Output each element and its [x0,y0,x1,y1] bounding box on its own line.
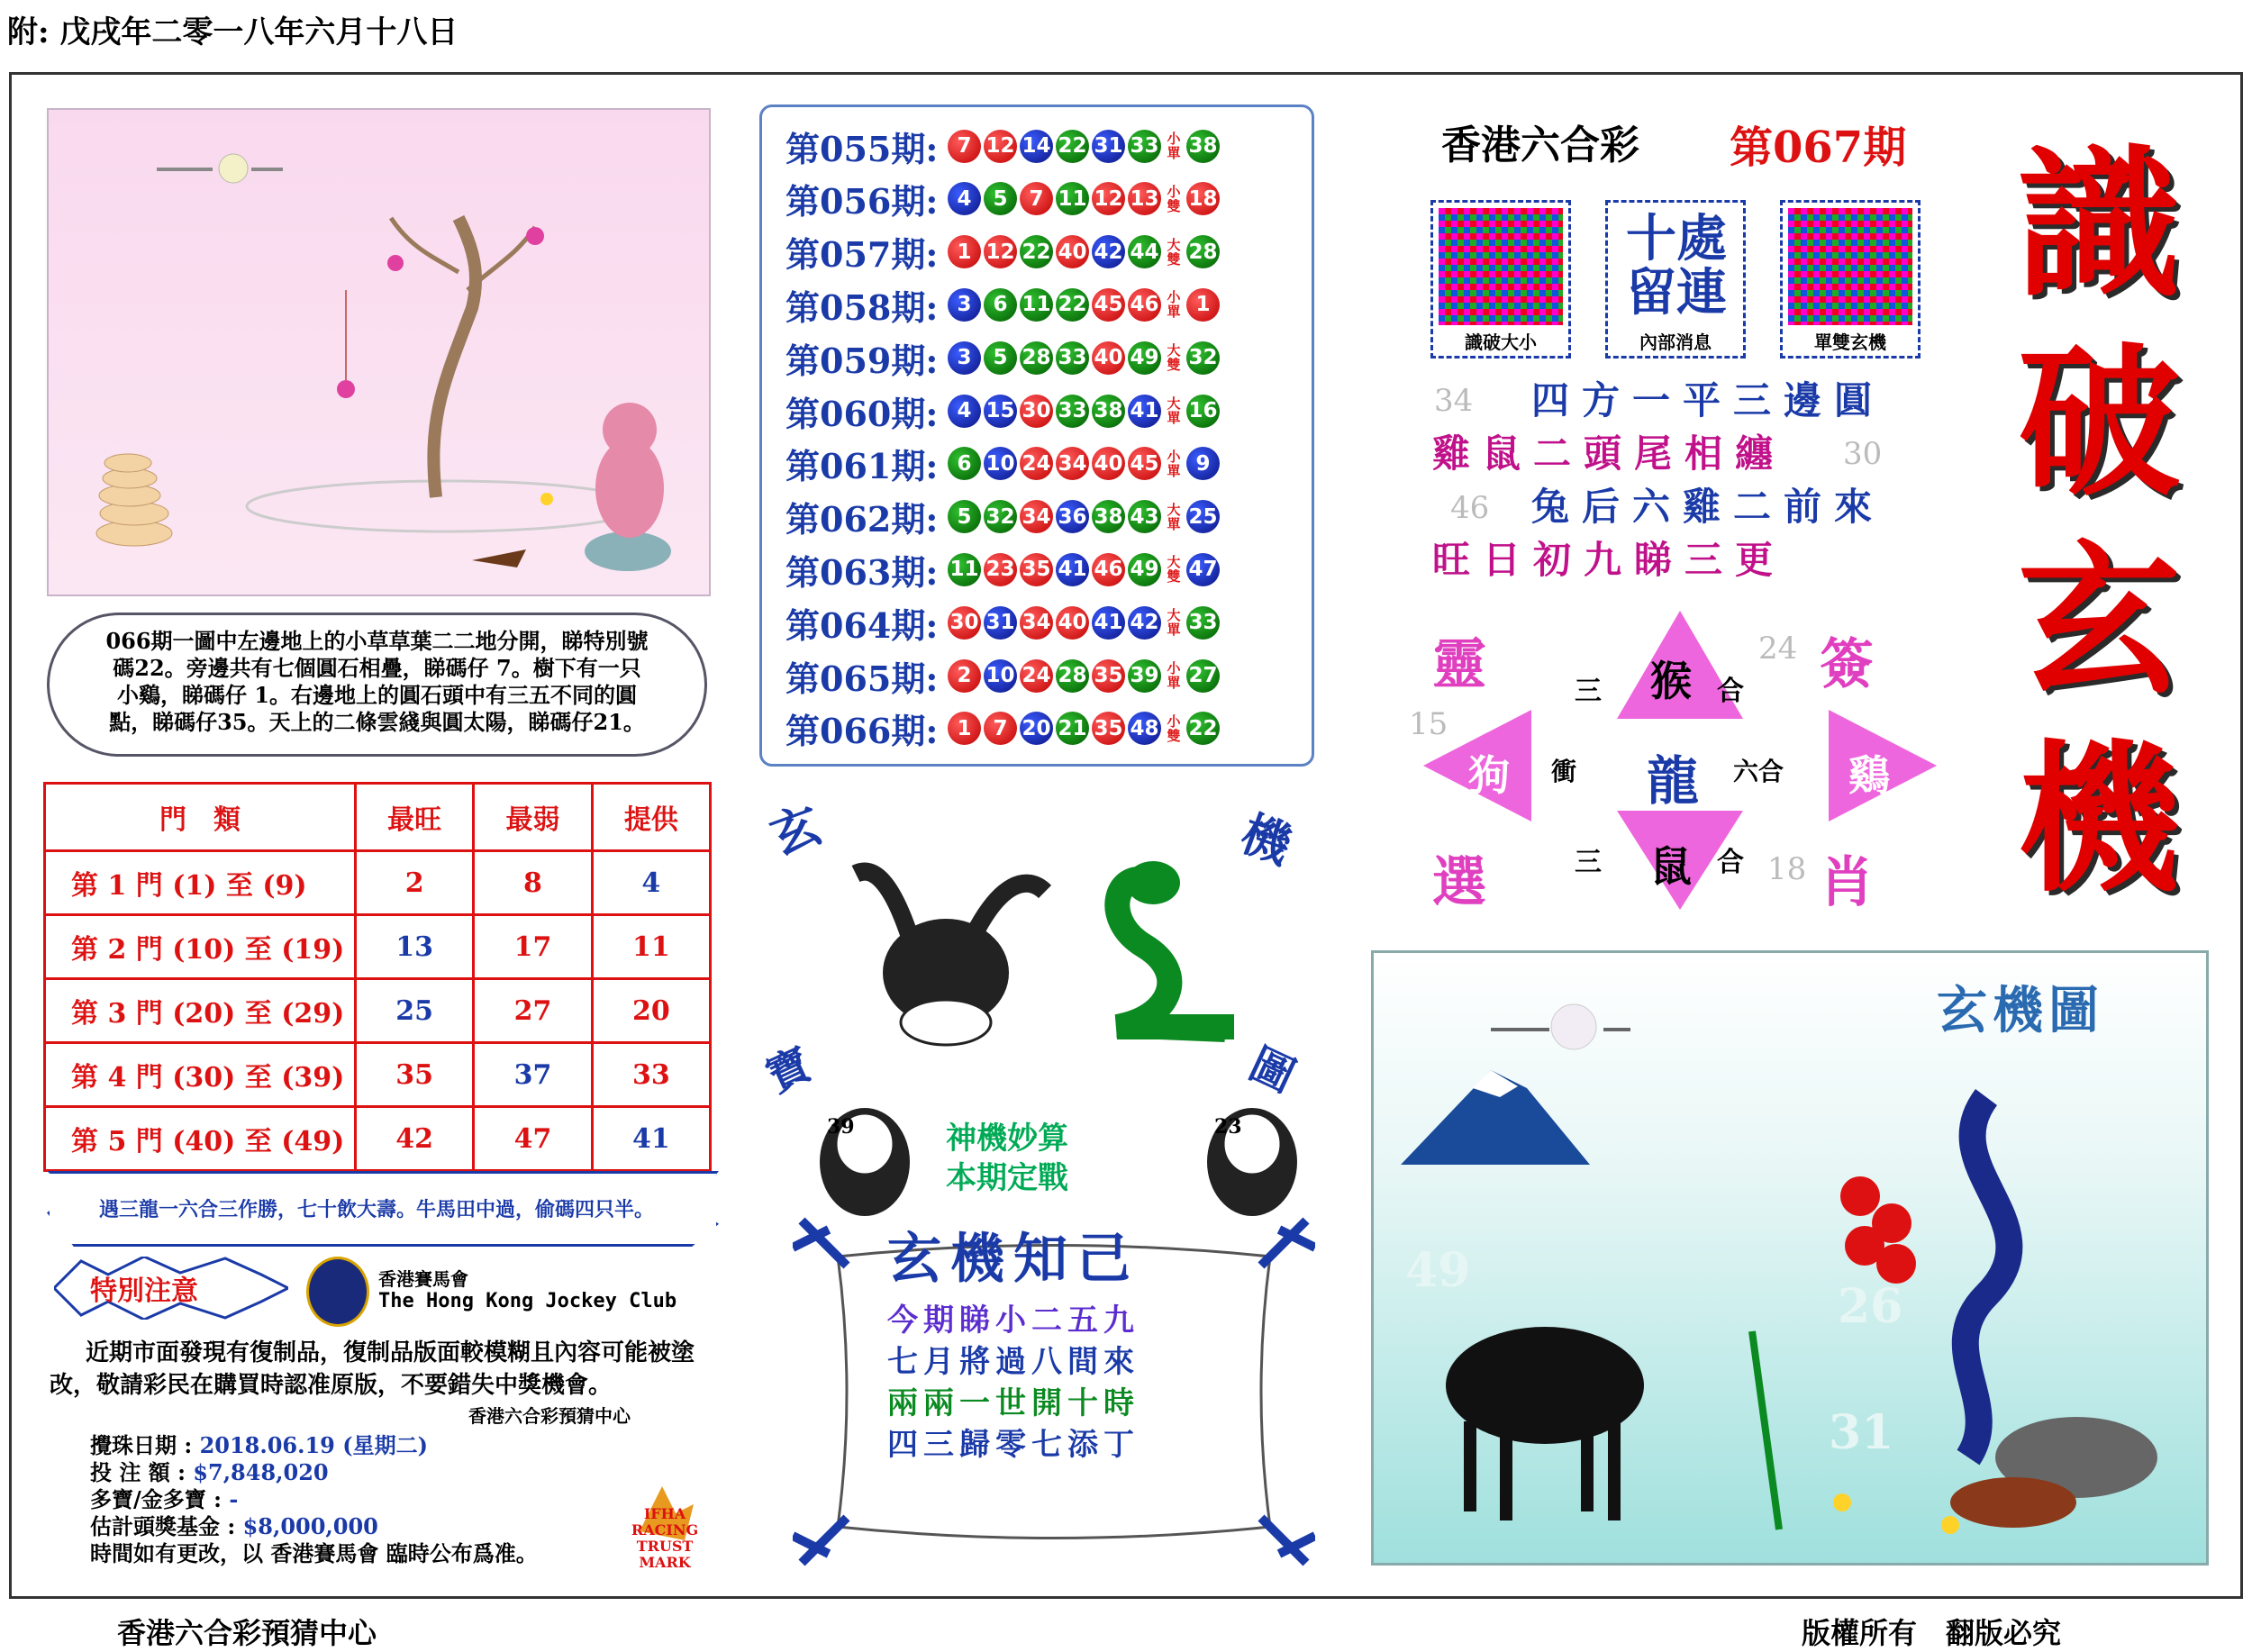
ball: 15 [984,395,1017,428]
box-size-label: 識破大小 [1465,331,1537,353]
ball: 28 [1020,341,1053,375]
ball: 12 [1092,182,1125,215]
zodiac-tag: 大單 [1167,607,1181,639]
mountain-ox-tree-illustration [1374,953,2206,1563]
bet-value: $7,848,020 [193,1459,329,1485]
ball: 38 [1092,500,1125,533]
poem-line: 今期睇小二五九 [887,1303,1140,1339]
footer-left: 香港六合彩預猜中心 [117,1616,377,1650]
ball: 11 [1020,288,1053,322]
poem-line: 七月將過八間來 [887,1344,1140,1380]
side-char-left: 寶 [758,1039,820,1103]
faint-number: 24 [1758,631,1798,667]
ball: 44 [1128,235,1161,268]
special-ball: 16 [1186,395,1220,428]
dog-number-right: 23 [1214,1115,1242,1139]
box-inside-text: 十處留連 [1626,209,1727,322]
ball: 7 [984,712,1017,745]
faint-number: 30 [1843,436,1883,472]
compass-small: 三 [1575,676,1602,707]
faint-number: 15 [1409,706,1448,742]
ball: 40 [1056,235,1089,268]
compass-small: 衝 [1551,757,1577,786]
prize-label: 估計頭獎基金 [90,1513,220,1539]
ball: 43 [1128,500,1161,533]
slogan-line: 本期定戰 [946,1160,1068,1196]
ball: 33 [1056,395,1089,428]
result-period: 第056期: [785,181,939,222]
notice-text: 近期市面發現有復制品，復制品版面較模糊且內容可能被塗改，敬請彩民在購買時認准原版，不要錯失中獎機會。 [50,1339,695,1399]
corner-char-right: 機 [1233,803,1300,876]
ball: 31 [1092,130,1125,163]
tree-scene-illustration [49,110,709,595]
result-row [785,278,1222,331]
bet-label: 投 注 額 [90,1459,170,1485]
ball: 34 [1056,447,1089,480]
ball: 23 [984,553,1017,586]
compass-small: 六合 [1733,757,1784,786]
special-ball: 18 [1186,182,1220,215]
rhyme-line: 雞鼠二頭尾相纏 [1432,431,1786,476]
zodiac-tag: 小單 [1167,448,1181,479]
door-max: 42 [356,1107,474,1171]
results-panel [759,104,1314,767]
compass-bottom: 鼠 [1650,842,1692,891]
dog-number-left: 39 [827,1115,855,1139]
door-give: 41 [592,1107,710,1171]
zodiac-tag: 大雙 [1167,554,1181,585]
poem-line: 兩兩一世開十時 [887,1385,1140,1421]
box-size [1430,200,1571,359]
side-char-right: 圖 [1241,1039,1303,1103]
compass-top: 猴 [1650,657,1692,705]
header-category: 門 類 [45,784,356,851]
prize-value: $8,000,000 [242,1513,378,1539]
box-odd-even [1780,200,1921,359]
hkjc-name-cn: 香港賽馬會 [378,1268,468,1290]
ball: 11 [948,553,981,586]
ball: 42 [1092,235,1125,268]
ball: 39 [1128,659,1161,693]
compass-corner-tl: 靈 [1432,633,1486,696]
ball: 40 [1092,447,1125,480]
ball: 33 [1056,341,1089,375]
ball: 49 [1128,553,1161,586]
result-row [785,596,1222,649]
poem [887,1300,1194,1466]
ball: 42 [1128,606,1161,640]
door-label: 第 5 門 (40) 至 (49) [45,1107,356,1171]
door-label: 第 2 門 (10) 至 (19) [45,915,356,979]
footer-right: 版權所有 翻版必究 [1802,1616,2062,1650]
zodiac-tag: 大雙 [1167,236,1181,268]
zodiac-tag: 大單 [1167,501,1181,532]
door-label: 第 3 門 (20) 至 (29) [45,979,356,1043]
zodiac-tag: 小單 [1167,131,1181,161]
door-give: 20 [592,979,710,1043]
result-period: 第066期: [785,711,939,752]
special-ball: 32 [1186,341,1220,375]
ball: 28 [1056,659,1089,693]
result-row [785,703,1222,755]
ball: 20 [1020,712,1053,745]
ball: 1 [948,235,981,268]
slogan [946,1119,1068,1198]
ball: 34 [1020,606,1053,640]
ball: 3 [948,288,981,322]
hkjc-name-en: The Hong Kong Jockey Club [378,1290,677,1312]
result-period: 第060期: [785,393,939,434]
box-inside-info [1605,200,1746,359]
header-max: 最旺 [356,784,474,851]
box-inside-label: 內部消息 [1639,331,1712,353]
special-ball: 47 [1186,553,1220,586]
door-give: 4 [592,851,710,915]
ball: 49 [1128,341,1161,375]
special-ball: 28 [1186,235,1220,268]
ball: 45 [1092,288,1125,322]
hk-lottery-title: 香港六合彩 [1441,123,1639,168]
door-min: 17 [474,915,592,979]
table-row [45,979,711,1043]
result-period: 第062期: [785,499,939,540]
zodiac-tag: 大雙 [1167,342,1181,374]
table-row [45,1107,711,1171]
compass-corner-bl: 選 [1432,851,1486,914]
compass-small: 三 [1575,847,1602,878]
slogan-line: 神機妙算 [946,1121,1068,1157]
ifha-label: IFHA RACING TRUST MARK [631,1505,699,1571]
compass-small: 合 [1717,847,1744,878]
compass-small: 合 [1717,676,1744,707]
header-min: 最弱 [474,784,592,851]
picture-number: 49 [1405,1243,1471,1298]
ball: 22 [1020,235,1053,268]
compass-right: 鷄 [1848,751,1890,800]
door-min: 47 [474,1107,592,1171]
result-period: 第059期: [785,340,939,381]
rhyme-line: 旺日初九睇三更 [1432,538,1786,582]
ball: 12 [984,130,1017,163]
ball: 32 [984,500,1017,533]
special-ball: 22 [1186,712,1220,745]
ball: 38 [1092,395,1125,428]
date-line: 附: 戊戌年二零一八年六月十八日 [7,14,459,50]
issue-number: 第067期 [1730,123,1907,173]
zodiac-tag: 小雙 [1167,713,1181,744]
result-period: 第063期: [785,551,939,593]
table-row [45,851,711,915]
special-ball: 9 [1186,447,1220,480]
ball: 1 [948,712,981,745]
ball: 35 [1092,712,1125,745]
special-ball: 33 [1186,606,1220,640]
notice-source: 香港六合彩預猜中心 [468,1405,631,1427]
ball: 5 [984,341,1017,375]
result-row [785,120,1222,172]
ball: 24 [1020,659,1053,693]
special-ball: 38 [1186,130,1220,163]
ball: 6 [984,288,1017,322]
draw-info: 攪珠日期 : 2018.06.19 (星期二) 投 注 額 : $7,848,020 多寶/金多寶 : - 估計頭獎基金 : $8,000,000 時間如有更改，以 香港賽馬會 臨時公布爲准。 [90,1432,538,1566]
result-period: 第057期: [785,234,939,276]
door-give: 11 [592,915,710,979]
door-max: 2 [356,851,474,915]
ball: 14 [1020,130,1053,163]
door-label: 第 4 門 (30) 至 (39) [45,1043,356,1107]
result-period: 第061期: [785,446,939,487]
result-row [785,331,1222,384]
mosaic-icon [1788,208,1912,325]
ball: 40 [1092,341,1125,375]
big-title: 識破玄機 [2018,130,2181,914]
compass-left: 狗 [1468,751,1510,800]
door-max: 35 [356,1043,474,1107]
multi-value: - [229,1486,239,1512]
draw-note: 時間如有更改，以 香港賽馬會 臨時公布爲准。 [90,1540,538,1566]
zodiac-tag: 小單 [1167,289,1181,321]
ball: 46 [1092,553,1125,586]
ball: 2 [948,659,981,693]
draw-date-value: 2018.06.19 (星期二) [199,1432,428,1458]
ball: 4 [948,182,981,215]
ball: 33 [1128,130,1161,163]
zodiac-tag: 小單 [1167,660,1181,691]
ball: 41 [1128,395,1161,428]
compass-corner-tr: 簽 [1820,633,1874,696]
box-odd-even-label: 單雙玄機 [1814,331,1886,353]
doors-table [43,782,712,1172]
ball: 35 [1092,659,1125,693]
header-give: 提供 [592,784,710,851]
ball: 21 [1056,712,1089,745]
riddle-picture-left [47,108,711,596]
special-ball: 25 [1186,500,1220,533]
result-period: 第064期: [785,604,939,646]
result-row [785,226,1222,278]
special-ball: 27 [1186,659,1220,693]
rhyme-line: 四方一平三邊圓 [1531,378,1885,422]
result-row [785,173,1222,225]
result-period: 第058期: [785,286,939,328]
faint-number: 46 [1450,490,1490,526]
ball: 4 [948,395,981,428]
clue-bubble: 066期一圖中左邊地上的小草草葉二二地分開，睇特別號碼22。旁邊共有七個圓石相疊，睇碼仔 7。樹下有一只小鷄，睇碼仔 1。右邊地上的圓石頭中有三五不同的圓點，睇碼仔35。天上的二條雲綫與圓太陽，睇碼仔21。 [47,613,707,757]
ball: 7 [948,130,981,163]
hkjc-logo-icon [306,1257,369,1327]
draw-date-label: 攪珠日期 [90,1432,177,1458]
special-notice-label: 特別注意 [90,1275,198,1307]
multi-label: 多寶/金多寶 [90,1486,206,1512]
door-give: 33 [592,1043,710,1107]
mosaic-icon [1439,208,1563,325]
faint-number: 18 [1767,851,1807,887]
faint-number: 34 [1434,383,1474,419]
ball: 34 [1020,500,1053,533]
ball: 41 [1092,606,1125,640]
door-min: 8 [474,851,592,915]
door-min: 27 [474,979,592,1043]
compass-corner-br: 肖 [1820,851,1874,914]
ball: 36 [1056,500,1089,533]
zodiac-tag: 大單 [1167,395,1181,426]
result-row [785,491,1222,543]
rhyme [1432,374,1884,586]
poem-line: 四三歸零七添丁 [887,1427,1140,1463]
ball: 13 [1128,182,1161,215]
ball: 31 [984,606,1017,640]
ball: 5 [984,182,1017,215]
ball: 7 [1020,182,1053,215]
ball: 24 [1020,447,1053,480]
corner-char-left: 玄 [762,794,829,867]
table-row [45,1043,711,1107]
doors-table-header [45,784,711,851]
compass-center: 龍 [1647,750,1700,812]
slogan-banner-text: 遇三龍一六合三作勝，七十飲大壽。牛馬田中過，偷碼四只半。 [99,1198,655,1221]
door-label: 第 1 門 (1) 至 (9) [45,851,356,915]
ball: 10 [984,447,1017,480]
zodiac-compass [1414,604,1946,919]
ball: 6 [948,447,981,480]
result-row [785,649,1222,702]
picture-number: 26 [1838,1279,1903,1334]
special-ball: 1 [1186,288,1220,322]
ball: 45 [1128,447,1161,480]
ball: 5 [948,500,981,533]
ball: 22 [1056,130,1089,163]
picture-number: 31 [1829,1405,1894,1460]
result-period: 第065期: [785,658,939,699]
result-row [785,438,1222,490]
result-row [785,385,1222,437]
zodiac-tag: 小雙 [1167,183,1181,214]
ball: 30 [948,606,981,640]
ball: 40 [1056,606,1089,640]
result-row [785,543,1222,595]
rhyme-line: 兔后六雞二前來 [1531,485,1885,529]
table-row [45,915,711,979]
door-max: 13 [356,915,474,979]
result-period: 第055期: [785,128,939,169]
ball: 3 [948,341,981,375]
ball: 41 [1056,553,1089,586]
door-max: 25 [356,979,474,1043]
ball: 48 [1128,712,1161,745]
ball: 10 [984,659,1017,693]
ball: 30 [1020,395,1053,428]
door-min: 37 [474,1043,592,1107]
ball: 11 [1056,182,1089,215]
ball: 35 [1020,553,1053,586]
ball: 46 [1128,288,1161,322]
ball: 22 [1056,288,1089,322]
picture-title: 玄機圖 [1937,981,2104,1040]
scroll-title: 玄機知己 [887,1228,1140,1291]
ball: 12 [984,235,1017,268]
rabbit-snake-illustration [847,847,1315,1063]
